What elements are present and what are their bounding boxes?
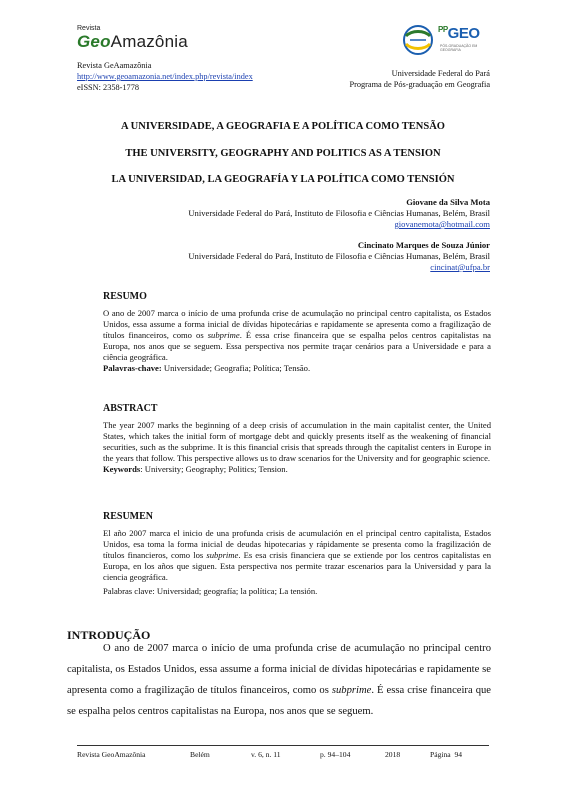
logo-wordmark: GeoAmazônia xyxy=(77,32,188,51)
resumen-text: El año 2007 marca el inicio de una profunda crisis de acumulación en el principal centro capitalista, Estados Unidos, esa toma la forma inicial de deudas hipotecarias y rápidamente se presenta como la fragilización de títulos financieros, como los subprime. Es esa crisis financiera que se extiende por los centros capitalistas en Europa, en los años que siguen. Esta perspectiva nos permite trazar escenarios para la Universidad y para la ciencia geográfica. Palabras clave: Universidad; geografía; la política; La tensión. xyxy=(103,528,492,596)
resumo-keywords: Universidade; Geografia; Política; Tensão. xyxy=(161,363,311,373)
author-block-2 xyxy=(188,240,490,273)
ppgeo-logo xyxy=(400,22,492,62)
footer-year: 2018 xyxy=(385,750,401,759)
author-affiliation: Universidade Federal do Pará, Instituto de Filosofia e Ciências Humanas, Belém, Brasil xyxy=(188,208,490,218)
university-name: Universidade Federal do Pará xyxy=(391,69,490,78)
intro-text: O ano de 2007 marca o início de uma profunda crise de acumulação no principal centro capitalista, os Estados Unidos, essa assume a forma inicial de dívidas hipotecárias e rapidamente se apresenta como a fragilização de títulos financeiros, como os subprime. É essa crise financeira que se espalha pelos centros capitalistas na Europa, nos anos que se seguem. xyxy=(67,643,491,717)
ppgeo-subtitle: PÓS-GRADUAÇÃO EM GEOGRAFIA xyxy=(440,44,478,52)
resumo-heading: RESUMO xyxy=(103,291,147,302)
footer-journal: Revista GeoAmazônia xyxy=(77,750,146,759)
resumen-keywords: : Universidad; geografía; la política; La tensión. xyxy=(152,586,318,596)
abstract-heading: ABSTRACT xyxy=(103,403,158,414)
resumo-keywords-label: Palavras-chave: xyxy=(103,363,162,373)
globe-icon xyxy=(400,22,436,58)
author-email-link[interactable]: giovanemota@hotmail.com xyxy=(394,219,490,229)
author-block-1 xyxy=(188,197,490,230)
journal-url-link[interactable]: http://www.geoamazonia.net/index.php/revista/index xyxy=(77,72,253,81)
program-name: Programa de Pós-graduação em Geografia xyxy=(349,80,490,89)
footer-page: Página 94 xyxy=(430,750,463,759)
journal-info xyxy=(77,60,253,93)
abstract-keywords-label: Keywords xyxy=(103,464,141,474)
resumen-heading: RESUMEN xyxy=(103,511,154,522)
author-name: Giovane da Silva Mota xyxy=(406,197,490,207)
intro-heading: INTRODUÇÃO xyxy=(67,628,151,642)
author-affiliation: Universidade Federal do Pará, Instituto de Filosofia e Ciências Humanas, Belém, Brasil xyxy=(188,251,490,261)
logo-revista-text: Revista xyxy=(77,25,101,32)
eissn: eISSN: 2358-1778 xyxy=(77,83,139,92)
footer-pages: p. 94–104 xyxy=(320,750,351,759)
geoamazonia-logo xyxy=(77,25,207,55)
resumen-keywords-label: Palabras clave xyxy=(103,586,153,596)
footer-divider xyxy=(77,745,489,746)
journal-name: Revista GeAamazônia xyxy=(77,61,152,70)
footer-city: Belém xyxy=(190,750,210,759)
title-en: THE UNIVERSITY, GEOGRAPHY AND POLITICS AS A TENSION xyxy=(125,148,441,159)
author-email-link[interactable]: cincinat@ufpa.br xyxy=(430,262,490,272)
ppgeo-wordmark: $^{PP}$GEO xyxy=(438,25,480,42)
university-info xyxy=(349,68,490,90)
title-es: LA UNIVERSIDAD, LA GEOGRAFÍA Y LA POLÍTICA COMO TENSIÓN xyxy=(111,174,455,185)
page-number: 94 xyxy=(454,750,463,759)
resumo-text: O ano de 2007 marca o início de uma profunda crise de acumulação no principal centro capitalista, os Estados Unidos, essa assume a forma inicial de dívidas hipotecárias e rapidamente se apresenta como a fragilização de títulos financeiros, como os subprime. É essa crise financeira que se espalha pelos centros capitalistas na Europa, nos anos que se seguem. Essa perspectiva nos permite traçar cenários para a Universidade e para a ciência geográfica. Palavras-chave: Universidade; Geografia; Política; Tensão. xyxy=(103,308,491,373)
abstract-text: The year 2007 marks the beginning of a deep crisis of accumulation in the main capitalist center, the United States, which takes the initial form of mortgage debt and quickly presents itself as the weakening of financial securities, such as the subprime. It is this financial crisis that spreads through the capitalist centers in Europe in the years that follow. This perspective allows us to draw scenarios for the University and for geographic science. Keywords: University; Geography; Politics; Tension. xyxy=(103,420,491,474)
abstract-keywords: : University; Geography; Politics; Tension. xyxy=(140,464,288,474)
footer-volume: v. 6, n. 11 xyxy=(251,750,281,759)
title-pt: A UNIVERSIDADE, A GEOGRAFIA E A POLÍTICA COMO TENSÃO xyxy=(121,121,445,132)
author-name: Cincinato Marques de Souza Júnior xyxy=(357,240,490,250)
